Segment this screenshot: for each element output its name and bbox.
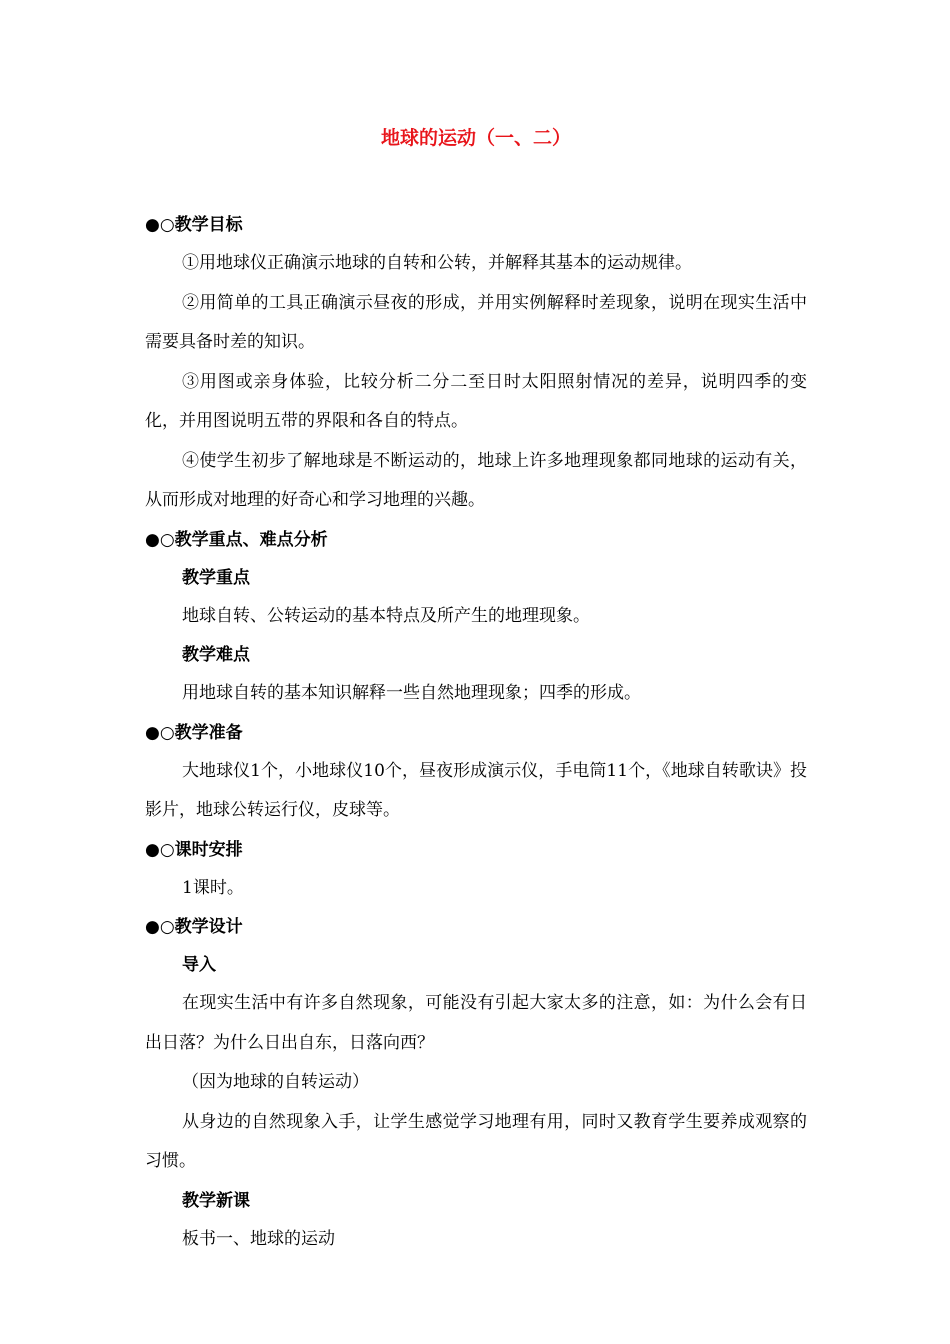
section-heading-goals: ●○教学目标 — [145, 215, 243, 235]
intro-text: 在现实生活中有许多自然现象，可能没有引起大家太多的注意，如：为什么会有日出日落？为什么日出自东，日落向西？ — [145, 993, 807, 1053]
preparation-text: 大地球仪1个，小地球仪10个，昼夜形成演示仪，手电筒11个，《地球自转歌诀》投影片，地球公转运行仪，皮球等。 — [145, 760, 807, 820]
section-heading-schedule: ●○课时安排 — [145, 839, 243, 860]
goal-item-1: ①用地球仪正确演示地球的自转和公转，并解释其基本的运动规律。 — [182, 253, 692, 273]
difficulty-text: 用地球自转的基本知识解释一些自然地理现象；四季的形成。 — [182, 683, 641, 703]
section-heading-design: ●○教学设计 — [145, 917, 243, 937]
new-lesson-label: 教学新课 — [182, 1190, 250, 1211]
section-heading-key-points: ●○教学重点、难点分析 — [145, 529, 328, 550]
board-text: 板书一、地球的运动 — [182, 1228, 335, 1249]
intro-answer: （因为地球的自转运动） — [182, 1072, 369, 1092]
focus-text: 地球自转、公转运动的基本特点及所产生的地理现象。 — [182, 605, 590, 626]
goal-item-4: ④使学生初步了解地球是不断运动的，地球上许多地理现象都同地球的运动有关，从而形成对地理的好奇心和学习地理的兴趣。 — [145, 450, 807, 510]
document-title: 地球的运动（一、二） — [380, 127, 571, 149]
difficulty-label: 教学难点 — [182, 645, 250, 665]
schedule-text: 1课时。 — [182, 877, 244, 898]
goal-item-3: ③用图或亲身体验，比较分析二分二至日时太阳照射情况的差异，说明四季的变化，并用图说明五带的界限和各自的特点。 — [145, 371, 807, 431]
intro-note: 从身边的自然现象入手，让学生感觉学习地理有用，同时又教育学生要养成观察的习惯。 — [145, 1111, 807, 1171]
focus-label: 教学重点 — [182, 567, 250, 588]
intro-label: 导入 — [182, 955, 216, 975]
goal-item-2: ②用简单的工具正确演示昼夜的形成，并用实例解释时差现象，说明在现实生活中需要具备时差的知识。 — [145, 292, 807, 352]
document-page — [145, 118, 807, 1259]
section-heading-preparation: ●○教学准备 — [145, 722, 243, 743]
